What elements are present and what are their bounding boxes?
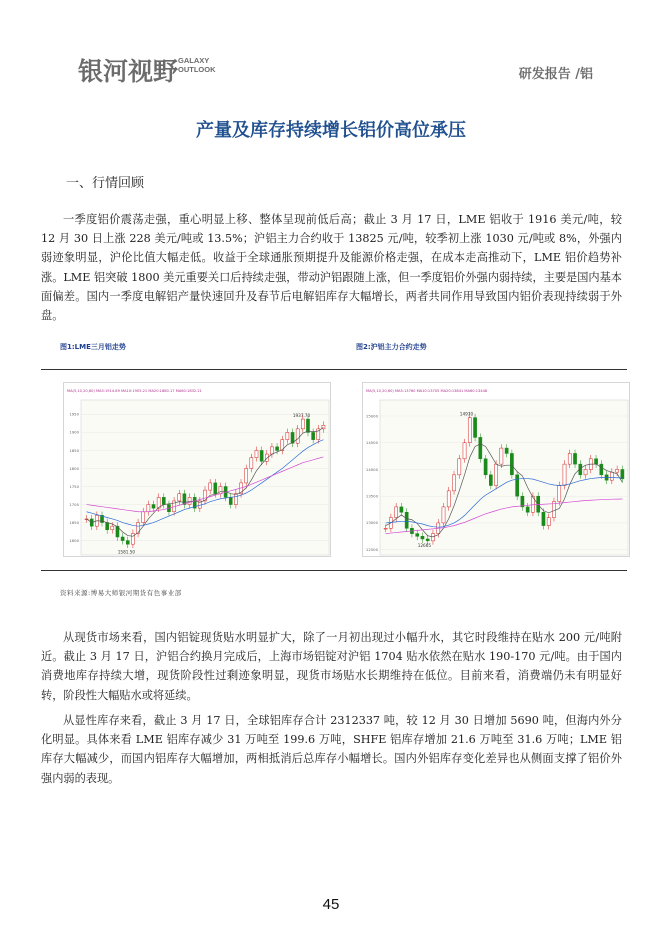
candle-body [384,528,387,529]
candle-body [558,486,561,502]
figure-top-rule [41,369,627,370]
candle-body [468,418,471,443]
candle-body [296,429,299,443]
candle-body [421,536,424,539]
candle-body [516,475,519,496]
candle-body [521,496,524,507]
candle-body [484,459,487,475]
paragraph-spot-market: 从现货市场来看，国内铝锭现货贴水明显扩大，除了一月初出现过小幅升水，其它时段维持在贴水 200 元/吨附近。截止 3 月 17 日，沪铝合约换月完成后，上海市场铝锭对沪铝 1704 贴水依然在贴水 190-170 元/吨。由于国内消费地库存持续大增，现货阶段性过剩迹象明显，现货市场贴水长期维持在低位。目前来看，消费端仍未有明显好转，阶段性大幅贴水或将延续。 [41,631,622,702]
candle-body [270,447,273,454]
candle-body [405,512,408,528]
candle-body [500,448,503,464]
candle-body [219,487,222,494]
candle-body [489,475,492,486]
candle-body [286,432,289,439]
data-source-note: 资料来源:博易大师银河期货有色事业部 [60,589,182,597]
candle-body [463,443,466,459]
candle-body [416,534,419,537]
y-tick-label: 12500 [365,546,378,552]
candle-body [610,472,613,480]
page-title: 产量及库存持续增长铝价高位承压 [196,120,466,141]
candle-body [594,459,597,464]
candle-body [106,523,109,530]
candle-body [126,541,129,545]
shfe-aluminum-chart [362,382,630,557]
logo-english-text [178,57,216,74]
candle-body [442,507,445,523]
logo-chinese-text: 银河视野 [78,57,179,86]
y-tick-label: 14000 [365,466,378,472]
candle-body [142,512,145,523]
candle-body [255,450,258,457]
price-annotation: 14970 [459,411,474,417]
candle-body [312,432,315,439]
candle-body [245,468,248,482]
y-tick-label: 1750 [69,483,79,489]
y-tick-label: 1900 [69,429,79,435]
candle-body [479,437,482,458]
candle-body [458,459,461,475]
candle-body [209,483,212,490]
y-tick-label: 1800 [69,465,79,471]
chart-legend-text: MA(5,10,20,60) MA5:13760 MA10:13705 MA20:13841 MA60:13448 [366,389,488,393]
y-tick-label: 13000 [365,520,378,526]
candle-body [276,447,279,451]
candle-body [452,475,455,491]
candle-body [183,494,186,505]
candle-body [573,453,576,464]
candle-body [214,483,217,494]
candle-body [473,418,476,438]
candle-body [147,505,150,512]
y-tick-label: 1700 [69,501,79,507]
candle-body [563,464,566,485]
paragraph-inventory: 从显性库存来看，截止 3 月 17 日，全球铝库存合计 2312337 吨，较 12 月 30 日增加 5690 吨，但海内外分化明显。具体来看 LME 铝库存减少 31 万吨至 199.6 万吨，SHFE 铝库存增加 21.6 万吨至 31.6 万吨；LME 铝库存大幅减少，而国内铝库存大幅增加，两相抵消后总库存小幅增长。国内外铝库存变化差异也从侧面支撑了铝价外强内弱的表现。 [41,714,622,785]
y-tick-label: 14500 [365,440,378,446]
candle-body [260,450,263,461]
page-number: 45 [322,896,340,913]
candle-body [121,537,124,541]
logo-en-line2: OUTLOOK [178,64,216,74]
candle-body [447,491,450,507]
paragraph-market-review: 一季度铝价震荡走强，重心明显上移、整体呈现前低后高；截止 3 月 17 日，LME 铝收于 1916 美元/吨，较 12 月 30 日上涨 228 美元/吨或 13.5%；沪铝主力合约收于 13825 元/吨，较季初上涨 1030 元/吨或 8%，外强内弱迹象明显，沪伦比值大幅走低。收益于全球通胀预期提升及能源价格走强，在成本走高推动下，LME 铝价趋势补涨。LME 铝突破 1800 美元重要关口后持续走强，带动沪铝跟随上涨，但一季度铝价外强内弱持续，主要是国内基本面偏差。国内一季度电解铝产量快速回升及春节后电解铝库存大幅增长，两者共同作用导致国内铝价表现持续弱于外盘。 [41,213,622,323]
candle-body [395,507,398,518]
report-section-label: 研发报告 /铝 [518,67,593,82]
chart-legend-text: MA(5,10,20,60) MA5:1914.89 MA10:1905.21 MA20:1880.17 MA60:1832.21 [67,389,202,393]
price-annotation: 1937.70 [292,412,311,418]
y-tick-label: 1850 [69,447,79,453]
y-tick-label: 1950 [69,411,79,417]
candle-body [400,507,403,512]
price-annotation: 12665 [417,542,432,548]
candle-body [431,534,434,541]
lme-aluminum-chart [63,382,331,557]
candle-body [111,526,114,530]
candle-body [510,453,513,474]
candle-body [229,497,232,504]
candle-body [526,507,529,512]
y-tick-label: 15000 [365,413,378,419]
candle-body [600,464,603,475]
candle-body [306,419,309,432]
candle-body [162,497,165,504]
candle-body [621,469,624,478]
candle-body [584,469,587,474]
candle-body [152,505,155,509]
candle-body [616,469,619,472]
logo-en-line1: GALAXY [178,56,210,65]
candle-body [234,494,237,505]
y-tick-label: 13500 [365,493,378,499]
candle-body [131,533,134,544]
figure-2-caption: 图2:沪铝主力合约走势 [356,343,427,351]
candle-body [542,512,545,525]
candle-body [250,458,253,469]
candle-body [547,518,550,526]
candle-body [188,497,191,504]
candle-body [505,448,508,453]
price-annotation: 1581.50 [117,549,136,555]
candle-body [301,419,304,429]
y-tick-label: 1650 [69,519,79,525]
figure-bottom-rule [41,570,627,571]
candle-body [178,494,181,501]
candle-body [495,464,498,485]
y-tick-label: 1600 [69,537,79,543]
candle-body [426,539,429,541]
candle-body [568,453,571,464]
section-heading: 一、行情回顾 [66,176,145,191]
figure-1-caption: 图1:LME三月铝走势 [60,343,126,351]
